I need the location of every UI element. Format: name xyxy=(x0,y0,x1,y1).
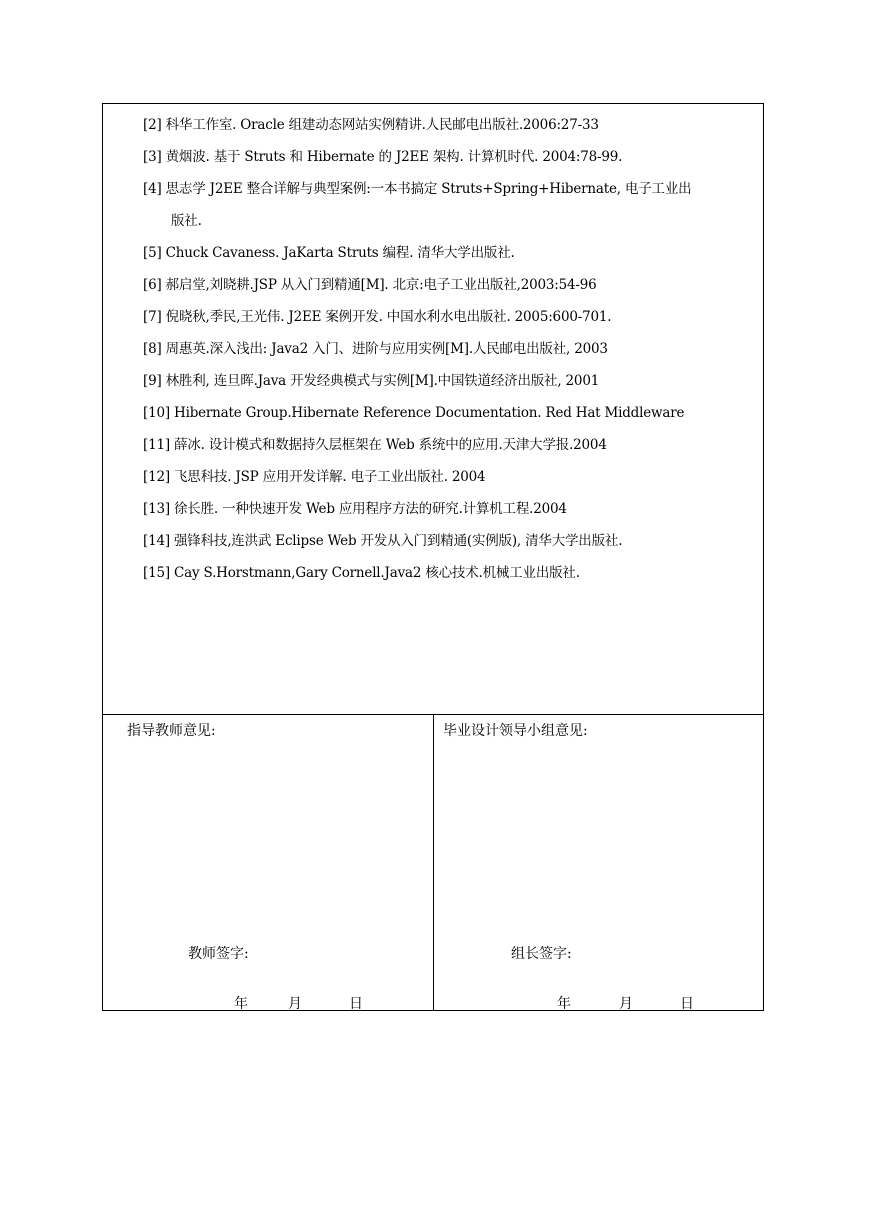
references-section xyxy=(103,104,763,715)
reference-item: [2] 科华工作室. Oracle 组建动态网站实例精讲.人民邮电出版社.2006:27-33 xyxy=(143,117,599,133)
reference-item: [12] 飞思科技. JSP 应用开发详解. 电子工业出版社. 2004 xyxy=(143,469,486,485)
day-label: 日 xyxy=(680,996,694,1012)
group-signature-label: 组长签字: xyxy=(511,946,572,962)
group-opinion-cell xyxy=(434,715,764,1011)
month-label: 月 xyxy=(619,996,633,1012)
day-label: 日 xyxy=(349,996,363,1012)
year-label: 年 xyxy=(234,996,248,1012)
month-label: 月 xyxy=(288,996,302,1012)
form-table xyxy=(102,103,764,1011)
advisor-opinion-cell xyxy=(103,715,434,1011)
opinions-section xyxy=(103,715,763,1011)
reference-item: [14] 强锋科技,连洪武 Eclipse Web 开发从入门到精通(实例版), 清华大学出版社. xyxy=(143,533,623,549)
reference-item: [13] 徐长胜. 一种快速开发 Web 应用程序方法的研究.计算机工程.2004 xyxy=(143,501,567,517)
reference-item: [8] 周惠英.深入浅出: Java2 入门、进阶与应用实例[M].人民邮电出版社, 2003 xyxy=(143,341,608,357)
reference-item: [3] 黄烟波. 基于 Struts 和 Hibernate 的 J2EE 架构. 计算机时代. 2004:78-99. xyxy=(143,149,623,165)
year-label: 年 xyxy=(557,996,571,1012)
reference-item: [10] Hibernate Group.Hibernate Reference Documentation. Red Hat Middleware xyxy=(143,405,685,421)
reference-item: [5] Chuck Cavaness. JaKarta Struts 编程. 清华大学出版社. xyxy=(143,245,515,261)
reference-item-continuation: 版社. xyxy=(171,213,202,229)
reference-item: [4] 思志学 J2EE 整合详解与典型案例:一本书搞定 Struts+Spring+Hibernate, 电子工业出 xyxy=(143,181,692,197)
advisor-opinion-label: 指导教师意见: xyxy=(127,723,216,739)
reference-item: [9] 林胜利, 连旦晖.Java 开发经典模式与实例[M].中国铁道经济出版社, 2001 xyxy=(143,373,600,389)
reference-item: [7] 倪晓秋,季民,王光伟. J2EE 案例开发. 中国水利水电出版社. 2005:600-701. xyxy=(143,309,612,325)
reference-item: [6] 郝启堂,刘晓耕.JSP 从入门到精通[M]. 北京:电子工业出版社,2003:54-96 xyxy=(143,277,597,293)
group-opinion-label: 毕业设计领导小组意见: xyxy=(443,723,588,739)
advisor-signature-label: 教师签字: xyxy=(188,946,249,962)
reference-item: [15] Cay S.Horstmann,Gary Cornell.Java2 核心技术.机械工业出版社. xyxy=(143,565,580,581)
reference-item: [11] 薛冰. 设计模式和数据持久层框架在 Web 系统中的应用.天津大学报.2004 xyxy=(143,437,607,453)
